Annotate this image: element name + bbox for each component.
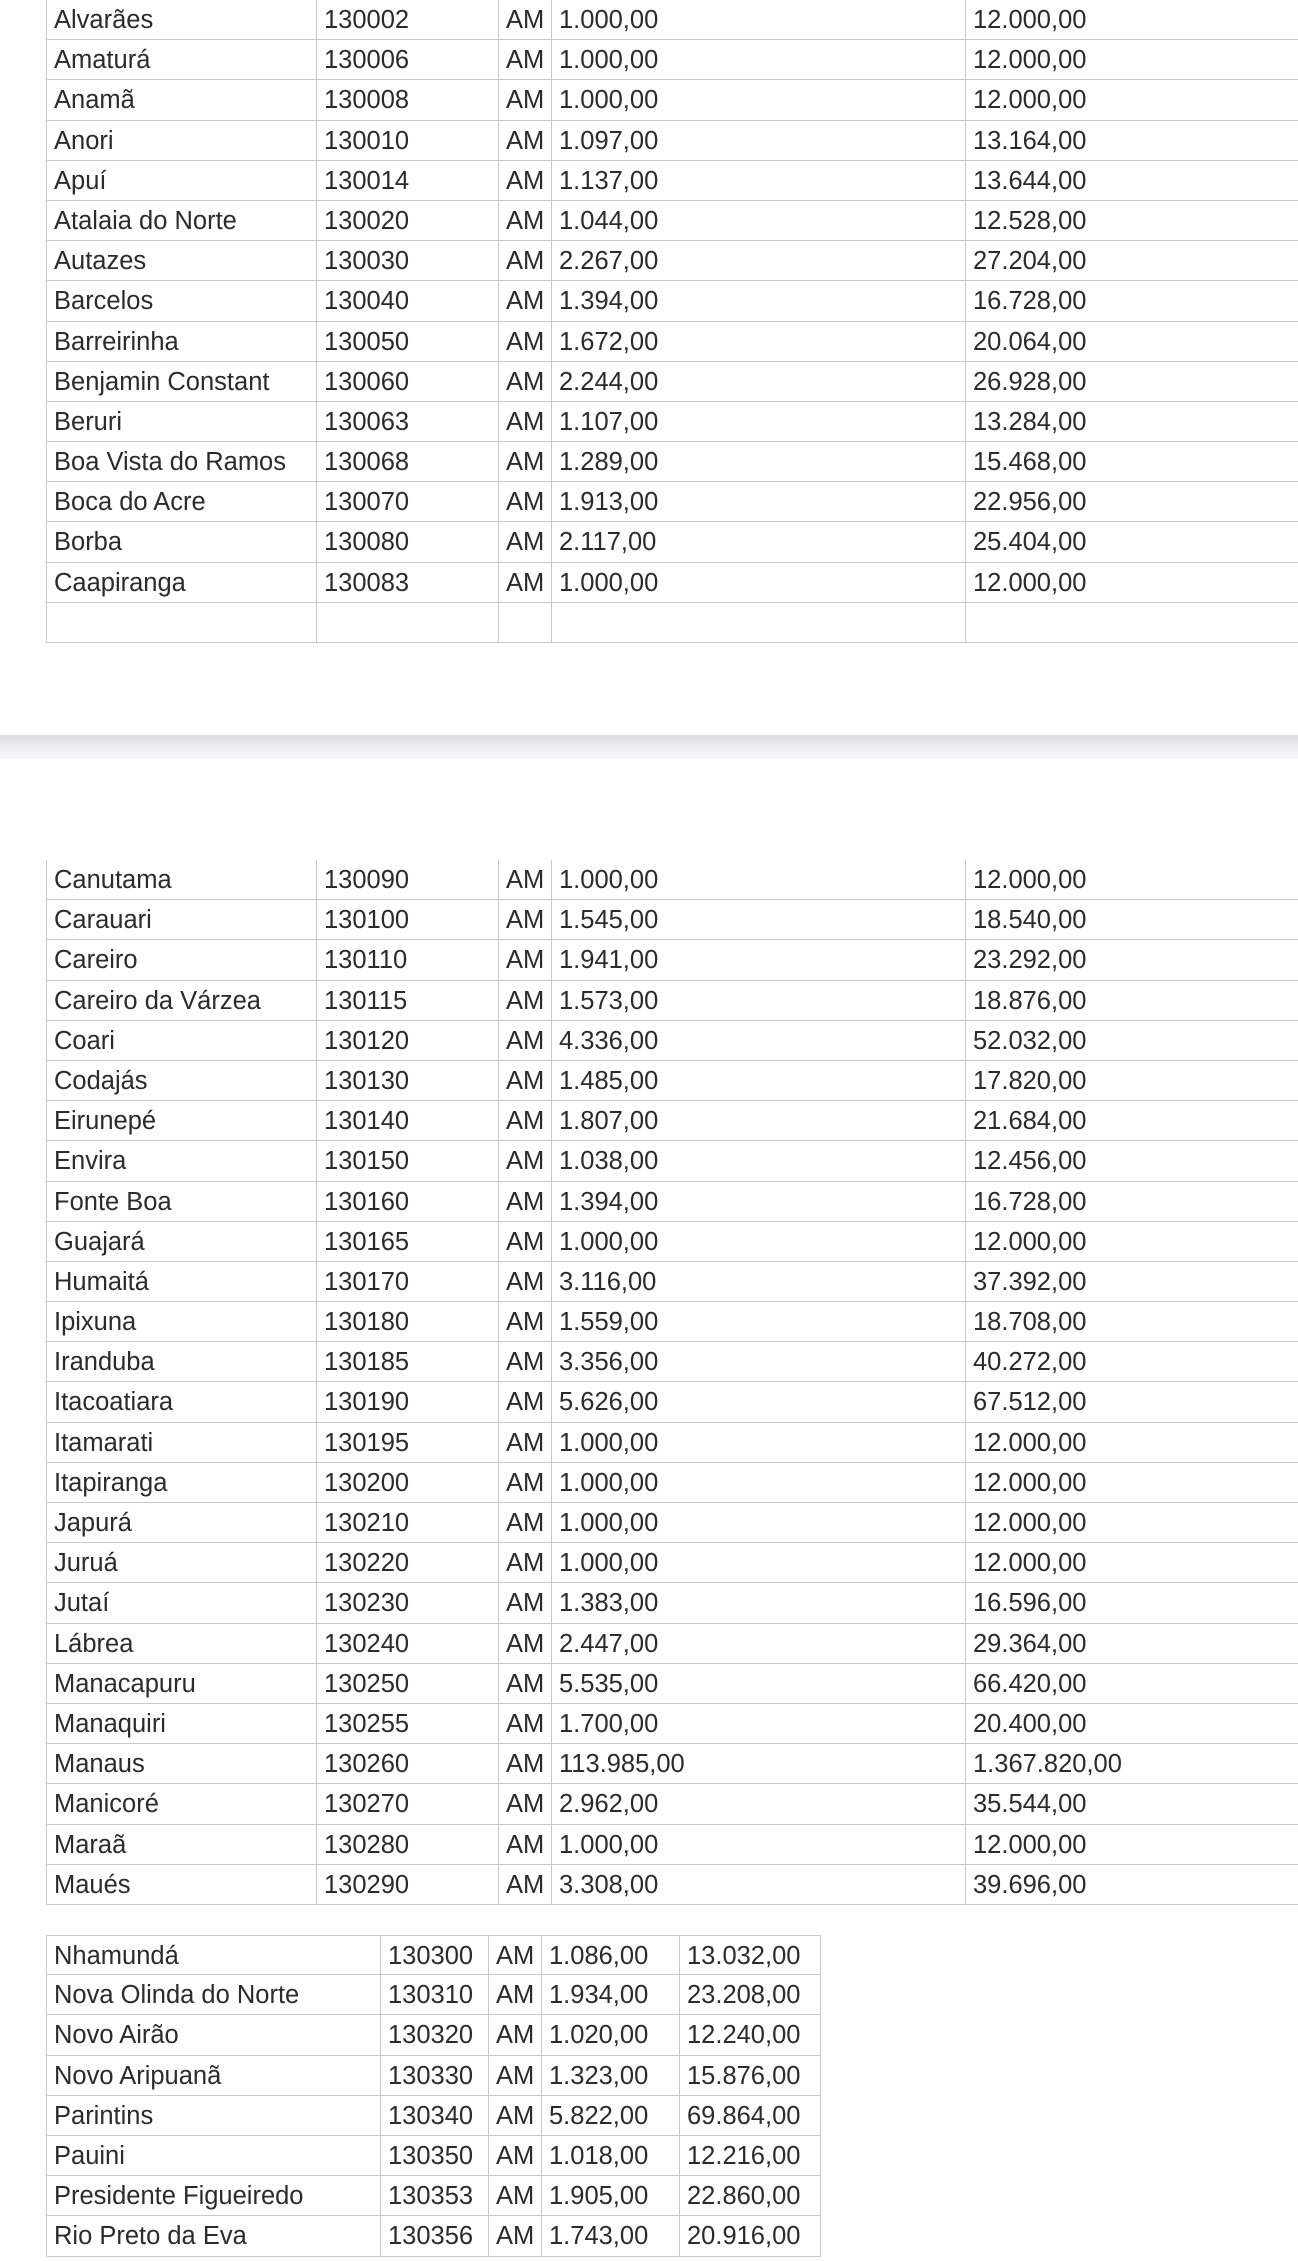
- ibge-code-cell: 130180: [316, 1302, 498, 1342]
- ibge-code-cell: 130115: [316, 981, 498, 1021]
- annual-value-cell: 12.000,00: [965, 1543, 1298, 1583]
- state-cell: AM: [498, 860, 551, 900]
- municipality-name-cell: Manaquiri: [46, 1704, 316, 1744]
- ibge-code-cell: 130080: [316, 522, 498, 562]
- municipality-name-cell: Novo Aripuanã: [46, 2056, 380, 2096]
- ibge-code-cell: 130063: [316, 402, 498, 442]
- annual-value-cell: 12.000,00: [965, 40, 1298, 80]
- municipality-name-cell: Coari: [46, 1021, 316, 1061]
- municipality-name-cell: Manaus: [46, 1744, 316, 1784]
- state-cell: AM: [488, 2136, 541, 2176]
- ibge-code-cell: 130165: [316, 1222, 498, 1262]
- monthly-value-cell: 1.000,00: [551, 1222, 965, 1262]
- annual-value-cell: 40.272,00: [965, 1342, 1298, 1382]
- monthly-value-cell: 1.000,00: [551, 40, 965, 80]
- state-cell: AM: [498, 402, 551, 442]
- ibge-code-cell: 130200: [316, 1463, 498, 1503]
- annual-value-cell: 12.000,00: [965, 0, 1298, 40]
- ibge-code-cell: 130060: [316, 362, 498, 402]
- annual-value-cell: 26.928,00: [965, 362, 1298, 402]
- annual-value-cell: 17.820,00: [965, 1061, 1298, 1101]
- state-cell: AM: [498, 1583, 551, 1623]
- state-cell: AM: [498, 322, 551, 362]
- monthly-value-cell: 1.000,00: [551, 1503, 965, 1543]
- state-cell: AM: [498, 1182, 551, 1222]
- state-cell: AM: [488, 2056, 541, 2096]
- annual-value-cell: 16.728,00: [965, 1182, 1298, 1222]
- ibge-code-cell: 130320: [380, 2015, 488, 2055]
- municipality-name-cell: Iranduba: [46, 1342, 316, 1382]
- state-cell: AM: [498, 1101, 551, 1141]
- annual-value-cell: 12.456,00: [965, 1141, 1298, 1181]
- annual-value-cell: 15.876,00: [679, 2056, 821, 2096]
- state-cell: AM: [498, 1865, 551, 1905]
- municipality-name-cell: Amaturá: [46, 40, 316, 80]
- state-cell: AM: [488, 1935, 541, 1975]
- annual-value-cell: 18.708,00: [965, 1302, 1298, 1342]
- monthly-value-cell: 5.535,00: [551, 1664, 965, 1704]
- municipality-name-cell: Codajás: [46, 1061, 316, 1101]
- state-cell: AM: [488, 2015, 541, 2055]
- ibge-code-cell: 130068: [316, 442, 498, 482]
- state-cell: AM: [488, 2216, 541, 2256]
- monthly-value-cell: 3.308,00: [551, 1865, 965, 1905]
- ibge-code-cell: 130160: [316, 1182, 498, 1222]
- monthly-value-cell: [551, 603, 965, 643]
- ibge-code-cell: [316, 603, 498, 643]
- annual-value-cell: 20.064,00: [965, 322, 1298, 362]
- monthly-value-cell: 4.336,00: [551, 1021, 965, 1061]
- annual-value-cell: 12.000,00: [965, 1503, 1298, 1543]
- municipality-name-cell: Ipixuna: [46, 1302, 316, 1342]
- annual-value-cell: 13.284,00: [965, 402, 1298, 442]
- ibge-code-cell: 130353: [380, 2176, 488, 2216]
- annual-value-cell: 12.000,00: [965, 860, 1298, 900]
- monthly-value-cell: 5.626,00: [551, 1382, 965, 1422]
- monthly-value-cell: 1.137,00: [551, 161, 965, 201]
- municipality-name-cell: Caapiranga: [46, 563, 316, 603]
- state-cell: AM: [498, 1664, 551, 1704]
- annual-value-cell: 12.000,00: [965, 1423, 1298, 1463]
- ibge-code-cell: 130250: [316, 1664, 498, 1704]
- annual-value-cell: 69.864,00: [679, 2096, 821, 2136]
- annual-value-cell: 13.032,00: [679, 1935, 821, 1975]
- state-cell: AM: [498, 1463, 551, 1503]
- municipality-name-cell: Fonte Boa: [46, 1182, 316, 1222]
- annual-value-cell: 1.367.820,00: [965, 1744, 1298, 1784]
- municipality-name-cell: Novo Airão: [46, 2015, 380, 2055]
- state-cell: AM: [498, 241, 551, 281]
- state-cell: AM: [498, 1061, 551, 1101]
- monthly-value-cell: 1.383,00: [551, 1583, 965, 1623]
- state-cell: AM: [498, 0, 551, 40]
- annual-value-cell: 66.420,00: [965, 1664, 1298, 1704]
- state-cell: AM: [498, 121, 551, 161]
- state-cell: AM: [498, 1784, 551, 1824]
- monthly-value-cell: 1.485,00: [551, 1061, 965, 1101]
- annual-value-cell: 15.468,00: [965, 442, 1298, 482]
- municipality-name-cell: Canutama: [46, 860, 316, 900]
- annual-value-cell: 12.240,00: [679, 2015, 821, 2055]
- ibge-code-cell: 130220: [316, 1543, 498, 1583]
- annual-value-cell: 22.860,00: [679, 2176, 821, 2216]
- monthly-value-cell: 1.000,00: [551, 1825, 965, 1865]
- ibge-code-cell: 130140: [316, 1101, 498, 1141]
- annual-value-cell: 20.916,00: [679, 2216, 821, 2256]
- municipality-name-cell: Careiro: [46, 940, 316, 980]
- state-cell: AM: [498, 442, 551, 482]
- ibge-code-cell: 130090: [316, 860, 498, 900]
- state-cell: AM: [498, 1342, 551, 1382]
- annual-value-cell: 27.204,00: [965, 241, 1298, 281]
- municipality-name-cell: Manacapuru: [46, 1664, 316, 1704]
- municipality-name-cell: Lábrea: [46, 1624, 316, 1664]
- municipality-name-cell: Rio Preto da Eva: [46, 2216, 380, 2256]
- ibge-code-cell: 130356: [380, 2216, 488, 2256]
- ibge-code-cell: 130300: [380, 1935, 488, 1975]
- municipality-name-cell: Maraã: [46, 1825, 316, 1865]
- annual-value-cell: 18.540,00: [965, 900, 1298, 940]
- ibge-code-cell: 130260: [316, 1744, 498, 1784]
- monthly-value-cell: 3.356,00: [551, 1342, 965, 1382]
- state-cell: AM: [498, 362, 551, 402]
- state-cell: AM: [488, 2176, 541, 2216]
- monthly-value-cell: 1.086,00: [541, 1935, 679, 1975]
- annual-value-cell: 13.644,00: [965, 161, 1298, 201]
- monthly-value-cell: 1.573,00: [551, 981, 965, 1021]
- monthly-value-cell: 1.000,00: [551, 563, 965, 603]
- monthly-value-cell: 1.000,00: [551, 1543, 965, 1583]
- monthly-value-cell: 1.941,00: [551, 940, 965, 980]
- ibge-code-cell: 130290: [316, 1865, 498, 1905]
- state-cell: [498, 603, 551, 643]
- annual-value-cell: 13.164,00: [965, 121, 1298, 161]
- state-cell: AM: [498, 1704, 551, 1744]
- monthly-value-cell: 1.000,00: [551, 1423, 965, 1463]
- annual-value-cell: 20.400,00: [965, 1704, 1298, 1744]
- annual-value-cell: 12.216,00: [679, 2136, 821, 2176]
- ibge-code-cell: 130040: [316, 281, 498, 321]
- municipality-name-cell: Itamarati: [46, 1423, 316, 1463]
- ibge-code-cell: 130330: [380, 2056, 488, 2096]
- state-cell: AM: [488, 1975, 541, 2015]
- annual-value-cell: 12.000,00: [965, 80, 1298, 120]
- ibge-code-cell: 130185: [316, 1342, 498, 1382]
- state-cell: AM: [498, 1262, 551, 1302]
- municipality-name-cell: Borba: [46, 522, 316, 562]
- municipality-name-cell: Barcelos: [46, 281, 316, 321]
- annual-value-cell: 35.544,00: [965, 1784, 1298, 1824]
- ibge-code-cell: 130170: [316, 1262, 498, 1302]
- monthly-value-cell: 1.545,00: [551, 900, 965, 940]
- state-cell: AM: [498, 1624, 551, 1664]
- ibge-code-cell: 130100: [316, 900, 498, 940]
- state-cell: AM: [498, 981, 551, 1021]
- municipality-name-cell: Beruri: [46, 402, 316, 442]
- annual-value-cell: 21.684,00: [965, 1101, 1298, 1141]
- municipality-name-cell: Guajará: [46, 1222, 316, 1262]
- ibge-code-cell: 130340: [380, 2096, 488, 2136]
- municipality-name-cell: Alvarães: [46, 0, 316, 40]
- municipality-name-cell: Nova Olinda do Norte: [46, 1975, 380, 2015]
- ibge-code-cell: 130210: [316, 1503, 498, 1543]
- monthly-value-cell: 1.107,00: [551, 402, 965, 442]
- monthly-value-cell: 1.394,00: [551, 1182, 965, 1222]
- monthly-value-cell: 1.020,00: [541, 2015, 679, 2055]
- state-cell: AM: [488, 2096, 541, 2136]
- annual-value-cell: 25.404,00: [965, 522, 1298, 562]
- municipality-name-cell: Boa Vista do Ramos: [46, 442, 316, 482]
- municipality-name-cell: Anori: [46, 121, 316, 161]
- monthly-value-cell: 1.807,00: [551, 1101, 965, 1141]
- municipality-name-cell: Barreirinha: [46, 322, 316, 362]
- annual-value-cell: 52.032,00: [965, 1021, 1298, 1061]
- municipality-name-cell: Benjamin Constant: [46, 362, 316, 402]
- annual-value-cell: 12.000,00: [965, 1222, 1298, 1262]
- state-cell: AM: [498, 281, 551, 321]
- municipality-name-cell: Apuí: [46, 161, 316, 201]
- ibge-code-cell: 130070: [316, 482, 498, 522]
- municipality-name-cell: Anamã: [46, 80, 316, 120]
- state-cell: AM: [498, 482, 551, 522]
- monthly-value-cell: 1.000,00: [551, 0, 965, 40]
- monthly-value-cell: 2.244,00: [551, 362, 965, 402]
- state-cell: AM: [498, 1744, 551, 1784]
- annual-value-cell: 12.528,00: [965, 201, 1298, 241]
- state-cell: AM: [498, 1382, 551, 1422]
- annual-value-cell: [965, 603, 1298, 643]
- municipality-name-cell: Itapiranga: [46, 1463, 316, 1503]
- ibge-code-cell: 130020: [316, 201, 498, 241]
- ibge-code-cell: 130150: [316, 1141, 498, 1181]
- ibge-code-cell: 130110: [316, 940, 498, 980]
- state-cell: AM: [498, 80, 551, 120]
- municipality-name-cell: Manicoré: [46, 1784, 316, 1824]
- municipality-name-cell: Nhamundá: [46, 1935, 380, 1975]
- ibge-code-cell: 130006: [316, 40, 498, 80]
- monthly-value-cell: 5.822,00: [541, 2096, 679, 2136]
- ibge-code-cell: 130350: [380, 2136, 488, 2176]
- monthly-value-cell: 1.913,00: [551, 482, 965, 522]
- monthly-value-cell: 1.000,00: [551, 80, 965, 120]
- annual-value-cell: 29.364,00: [965, 1624, 1298, 1664]
- municipality-name-cell: Envira: [46, 1141, 316, 1181]
- annual-value-cell: 23.292,00: [965, 940, 1298, 980]
- municipality-name-cell: Juruá: [46, 1543, 316, 1583]
- state-cell: AM: [498, 161, 551, 201]
- monthly-value-cell: 1.559,00: [551, 1302, 965, 1342]
- municipality-name-cell: Presidente Figueiredo: [46, 2176, 380, 2216]
- state-cell: AM: [498, 1302, 551, 1342]
- annual-value-cell: 16.728,00: [965, 281, 1298, 321]
- ibge-code-cell: 130280: [316, 1825, 498, 1865]
- state-cell: AM: [498, 1543, 551, 1583]
- ibge-code-cell: 130255: [316, 1704, 498, 1744]
- annual-value-cell: 22.956,00: [965, 482, 1298, 522]
- monthly-value-cell: 2.447,00: [551, 1624, 965, 1664]
- municipality-name-cell: Itacoatiara: [46, 1382, 316, 1422]
- municipality-name-cell: Careiro da Várzea: [46, 981, 316, 1021]
- monthly-value-cell: 1.097,00: [551, 121, 965, 161]
- municipality-name-cell: Japurá: [46, 1503, 316, 1543]
- annual-value-cell: 12.000,00: [965, 1825, 1298, 1865]
- annual-value-cell: 37.392,00: [965, 1262, 1298, 1302]
- ibge-code-cell: 130083: [316, 563, 498, 603]
- state-cell: AM: [498, 940, 551, 980]
- ibge-code-cell: 130008: [316, 80, 498, 120]
- municipality-name-cell: Pauini: [46, 2136, 380, 2176]
- annual-value-cell: 12.000,00: [965, 563, 1298, 603]
- monthly-value-cell: 1.934,00: [541, 1975, 679, 2015]
- monthly-value-cell: 113.985,00: [551, 1744, 965, 1784]
- ibge-code-cell: 130310: [380, 1975, 488, 2015]
- municipality-name-cell: Parintins: [46, 2096, 380, 2136]
- municipality-name-cell: [46, 603, 316, 643]
- monthly-value-cell: 1.672,00: [551, 322, 965, 362]
- monthly-value-cell: 1.700,00: [551, 1704, 965, 1744]
- monthly-value-cell: 1.000,00: [551, 860, 965, 900]
- monthly-value-cell: 2.962,00: [551, 1784, 965, 1824]
- monthly-value-cell: 3.116,00: [551, 1262, 965, 1302]
- monthly-value-cell: 2.267,00: [551, 241, 965, 281]
- ibge-code-cell: 130270: [316, 1784, 498, 1824]
- ibge-code-cell: 130130: [316, 1061, 498, 1101]
- annual-value-cell: 16.596,00: [965, 1583, 1298, 1623]
- municipality-name-cell: Eirunepé: [46, 1101, 316, 1141]
- municipality-name-cell: Boca do Acre: [46, 482, 316, 522]
- ibge-code-cell: 130014: [316, 161, 498, 201]
- ibge-code-cell: 130030: [316, 241, 498, 281]
- state-cell: AM: [498, 1141, 551, 1181]
- annual-value-cell: 12.000,00: [965, 1463, 1298, 1503]
- municipality-name-cell: Humaitá: [46, 1262, 316, 1302]
- state-cell: AM: [498, 1423, 551, 1463]
- annual-value-cell: 67.512,00: [965, 1382, 1298, 1422]
- ibge-code-cell: 130050: [316, 322, 498, 362]
- municipality-name-cell: Jutaí: [46, 1583, 316, 1623]
- state-cell: AM: [498, 1503, 551, 1543]
- state-cell: AM: [498, 522, 551, 562]
- monthly-value-cell: 1.289,00: [551, 442, 965, 482]
- monthly-value-cell: 2.117,00: [551, 522, 965, 562]
- municipality-name-cell: Atalaia do Norte: [46, 201, 316, 241]
- state-cell: AM: [498, 1825, 551, 1865]
- ibge-code-cell: 130240: [316, 1624, 498, 1664]
- annual-value-cell: 23.208,00: [679, 1975, 821, 2015]
- monthly-value-cell: 1.044,00: [551, 201, 965, 241]
- monthly-value-cell: 1.394,00: [551, 281, 965, 321]
- state-cell: AM: [498, 900, 551, 940]
- annual-value-cell: 18.876,00: [965, 981, 1298, 1021]
- municipality-name-cell: Autazes: [46, 241, 316, 281]
- municipality-name-cell: Maués: [46, 1865, 316, 1905]
- state-cell: AM: [498, 563, 551, 603]
- municipality-name-cell: Carauari: [46, 900, 316, 940]
- state-cell: AM: [498, 1021, 551, 1061]
- ibge-code-cell: 130195: [316, 1423, 498, 1463]
- ibge-code-cell: 130120: [316, 1021, 498, 1061]
- ibge-code-cell: 130190: [316, 1382, 498, 1422]
- state-cell: AM: [498, 201, 551, 241]
- ibge-code-cell: 130230: [316, 1583, 498, 1623]
- monthly-value-cell: 1.743,00: [541, 2216, 679, 2256]
- monthly-value-cell: 1.018,00: [541, 2136, 679, 2176]
- ibge-code-cell: 130010: [316, 121, 498, 161]
- monthly-value-cell: 1.323,00: [541, 2056, 679, 2096]
- monthly-value-cell: 1.038,00: [551, 1141, 965, 1181]
- ibge-code-cell: 130002: [316, 0, 498, 40]
- monthly-value-cell: 1.905,00: [541, 2176, 679, 2216]
- annual-value-cell: 39.696,00: [965, 1865, 1298, 1905]
- state-cell: AM: [498, 40, 551, 80]
- state-cell: AM: [498, 1222, 551, 1262]
- page-break-divider: [0, 735, 1298, 759]
- monthly-value-cell: 1.000,00: [551, 1463, 965, 1503]
